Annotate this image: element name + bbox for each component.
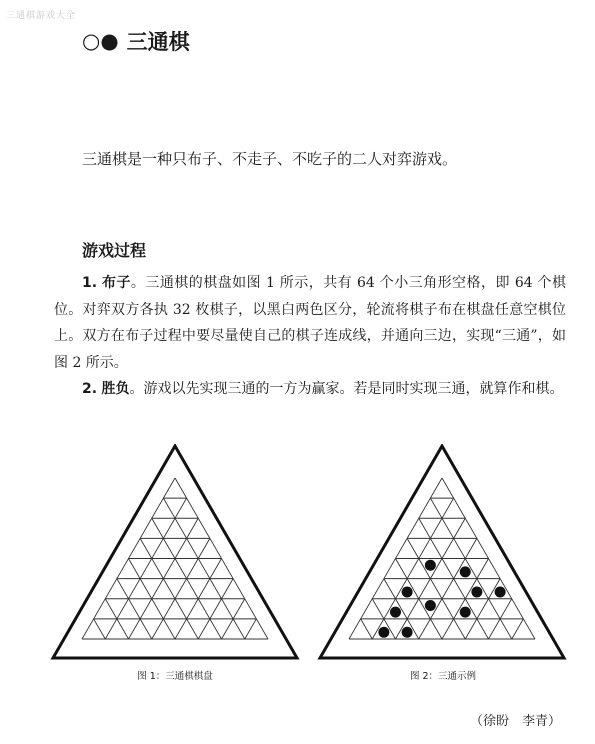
grid-line (105, 498, 186, 639)
figure-2-example (317, 444, 567, 664)
black-stone (425, 560, 436, 571)
author-credit: （徐盼 李青） (470, 714, 562, 729)
rule-paragraph-1 (54, 270, 566, 376)
rule-text: 。三通棋的棋盘如图 1 所示，共有 64 个小三角形空格，即 64 个棋位。对弈双方各执 32 枚棋子，以黑白两色区分，轮流将棋子布在棋盘任意空棋位上。双方在布子过程中要尽量使自己的棋子连成线，并通向三边，实现“三通”，如图 2 所示。 (54, 275, 567, 371)
triangle-board-example (317, 444, 567, 664)
figure-2-caption: 图 2：三通示例 (409, 671, 477, 682)
black-stone (425, 600, 436, 611)
grid-line (140, 538, 198, 639)
black-stone (378, 627, 389, 638)
black-stone (460, 566, 471, 577)
grid-line (407, 538, 465, 639)
black-stone (471, 587, 482, 598)
black-stone (402, 587, 413, 598)
intro-paragraph: 三通棋是一种只布子、不走子、不吃子的二人对弈游戏。 (82, 150, 458, 168)
running-header: 三通棋游戏大全 (6, 11, 77, 21)
title-block (82, 26, 190, 56)
grid-line (361, 619, 373, 639)
rule-term: 胜负 (101, 381, 130, 397)
grid-line (430, 498, 511, 639)
grid-line (163, 498, 244, 639)
grid-line (198, 579, 233, 639)
section-heading: 游戏过程 (82, 241, 147, 260)
rule-term: 布子 (101, 275, 131, 291)
black-stone (495, 587, 506, 598)
triangle-board-empty (50, 444, 300, 664)
black-stone (390, 607, 401, 618)
grid-line (117, 579, 152, 639)
grid-line (94, 619, 106, 639)
grid-line (384, 579, 419, 639)
rule-text: 。游戏以先实现三通的一方为赢家。若是同时实现三通，就算作和棋。 (129, 381, 564, 397)
grid-line (245, 619, 257, 639)
grid-line (419, 538, 477, 639)
figure-1-caption: 图 1：三通棋棋盘 (137, 671, 213, 682)
rule-paragraph-2 (54, 376, 566, 403)
grid-line (512, 619, 524, 639)
grid-line (465, 579, 500, 639)
rule-number: 2. (82, 381, 98, 397)
page-title: 三通棋 (126, 30, 190, 54)
black-stone (460, 607, 471, 618)
grid-line (152, 538, 210, 639)
rule-number: 1. (82, 275, 98, 291)
black-white-stones-icon: ○● (82, 28, 119, 53)
black-stone (402, 627, 413, 638)
grid-line (372, 498, 453, 639)
figure-1-board (50, 444, 300, 664)
rules-body (54, 270, 566, 403)
